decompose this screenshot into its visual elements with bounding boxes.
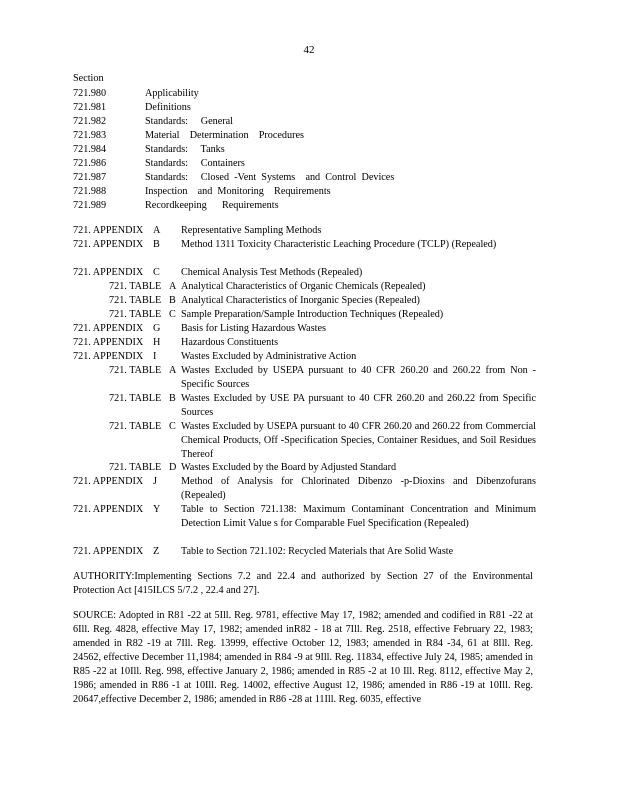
entry-letter: C xyxy=(153,267,160,278)
entry-prefix: 721. TABLE xyxy=(109,365,162,376)
entry-letter: Y xyxy=(153,504,161,515)
entry-title: Wastes Excluded by USEPA pursuant to 40 CFR 260.20 and 260.22 from Commercial Chemical Products, Off -Specification Species, Container Residues, and Soil Residues Thereof xyxy=(181,421,536,460)
appendix-row xyxy=(0,503,618,529)
entry-title: Representative Sampling Methods xyxy=(181,225,322,236)
entry-letter: B xyxy=(153,239,160,250)
appendix-row xyxy=(0,350,618,364)
section-title: Standards: Containers xyxy=(145,158,245,169)
section-row xyxy=(0,185,618,199)
section-title: Material Determination Procedures xyxy=(145,130,304,141)
appendix-row xyxy=(0,322,618,336)
section-row xyxy=(0,171,618,185)
entry-title: Method 1311 Toxicity Characteristic Leaching Procedure (TCLP) (Repealed) xyxy=(181,239,497,250)
appendix-row xyxy=(0,545,618,559)
entry-prefix: 721. TABLE xyxy=(109,421,162,432)
section-number: 721.981 xyxy=(73,102,107,113)
table-row xyxy=(0,364,618,390)
table-row xyxy=(0,461,618,475)
section-row xyxy=(0,129,618,143)
section-number: 721.989 xyxy=(73,200,107,211)
section-title: Standards: Closed -Vent Systems and Control Devices xyxy=(145,172,395,183)
entry-prefix: 721. APPENDIX xyxy=(73,504,144,515)
section-title: Standards: Tanks xyxy=(145,144,225,155)
section-row xyxy=(0,115,618,129)
section-row xyxy=(0,199,618,213)
entry-letter: B xyxy=(169,295,176,306)
entry-prefix: 721. APPENDIX xyxy=(73,225,144,236)
page-number: 42 xyxy=(303,44,315,56)
section-number: 721.982 xyxy=(73,116,107,127)
entry-letter: C xyxy=(169,309,176,320)
section-number: 721.988 xyxy=(73,186,107,197)
appendix-row xyxy=(0,266,618,280)
source-note: SOURCE: Adopted in R81 -22 at 5Ill. Reg. 9781, effective May 17, 1982; amended and codified in R81 -22 at 6Ill. Reg. 4828, effective May 17, 1982; amended inR82 - 18 at 7Ill. Reg. 2518, effective February 22, 1983; amended in R82 -19 at 7Ill. Reg. 13999, effective October 12, 1983; amended in R84 -34, 61 at 8Ill. Reg. 24562, effective December 11,1984; amended in R84 -9 at 9Ill. Reg. 11834, effective July 24, 1985; amended in R85 -22 at 10Ill. Reg. 998, effective January 2, 1986; amended in R85 -2 at 10 Ill. Reg. 8112, effective May 2, 1986; amended in R86 -1 at 10Ill. Reg. 14002, effective August 12, 1986; amended in R86 -19 at 10Ill. Reg. 20647,effective December 2, 1986; amended in R86 -28 at 11Ill. Reg. 6035, effective xyxy=(73,610,533,705)
entry-prefix: 721. APPENDIX xyxy=(73,546,144,557)
entry-prefix: 721. TABLE xyxy=(109,462,162,473)
section-title: Standards: General xyxy=(145,116,233,127)
entry-letter: Z xyxy=(153,546,160,557)
entry-letter: J xyxy=(153,476,157,487)
section-number: 721.983 xyxy=(73,130,107,141)
entry-title: Analytical Characteristics of Inorganic Species (Repealed) xyxy=(181,295,420,306)
entry-prefix: 721. APPENDIX xyxy=(73,239,144,250)
entry-letter: A xyxy=(169,365,177,376)
entry-prefix: 721. APPENDIX xyxy=(73,337,144,348)
appendix-row xyxy=(0,224,618,238)
entry-title: Analytical Characteristics of Organic Chemicals (Repealed) xyxy=(181,281,426,292)
entry-letter: G xyxy=(153,323,161,334)
entry-title: Wastes Excluded by USEPA pursuant to 40 CFR 260.20 and 260.22 from Non -Specific Sources xyxy=(181,365,536,390)
section-row xyxy=(0,87,618,101)
entry-prefix: 721. TABLE xyxy=(109,393,162,404)
entry-prefix: 721. APPENDIX xyxy=(73,476,144,487)
entry-prefix: 721. APPENDIX xyxy=(73,323,144,334)
entry-prefix: 721. TABLE xyxy=(109,309,162,320)
table-row xyxy=(0,392,618,418)
entry-title: Table to Section 721.102: Recycled Materials that Are Solid Waste xyxy=(181,546,454,557)
entry-title: Chemical Analysis Test Methods (Repealed) xyxy=(181,267,363,278)
section-row xyxy=(0,101,618,115)
entry-letter: C xyxy=(169,421,176,432)
table-row xyxy=(0,294,618,308)
entry-title: Hazardous Constituents xyxy=(181,337,279,348)
entry-letter: D xyxy=(169,462,177,473)
appendix-row xyxy=(0,475,618,501)
section-number: 721.980 xyxy=(73,88,107,99)
entry-letter: A xyxy=(169,281,177,292)
entry-letter: I xyxy=(153,351,157,362)
section-row xyxy=(0,157,618,171)
entry-letter: H xyxy=(153,337,161,348)
entry-title: Sample Preparation/Sample Introduction Techniques (Repealed) xyxy=(181,309,444,320)
section-number: 721.986 xyxy=(73,158,107,169)
entry-title: Wastes Excluded by Administrative Action xyxy=(181,351,357,362)
entry-prefix: 721. TABLE xyxy=(109,295,162,306)
entry-title: Wastes Excluded by the Board by Adjusted Standard xyxy=(181,462,397,473)
entry-letter: A xyxy=(153,225,161,236)
section-number: 721.984 xyxy=(73,144,107,155)
entry-prefix: 721. TABLE xyxy=(109,281,162,292)
section-number: 721.987 xyxy=(73,172,107,183)
entry-title: Table to Section 721.138: Maximum Contaminant Concentration and Minimum Detection Limit Value s for Comparable Fuel Specification (Repealed) xyxy=(181,504,536,529)
entry-prefix: 721. APPENDIX xyxy=(73,267,144,278)
entry-prefix: 721. APPENDIX xyxy=(73,351,144,362)
section-row xyxy=(0,143,618,157)
table-row xyxy=(0,308,618,322)
authority-note: AUTHORITY:Implementing Sections 7.2 and 22.4 and authorized by Section 27 of the Environmental Protection Act [415ILCS 5/7.2 , 22.4 and 27]. xyxy=(73,571,533,596)
entry-title: Wastes Excluded by USE PA pursuant to 40 CFR 260.20 and 260.22 from Specific Sources xyxy=(181,393,536,418)
table-row xyxy=(0,280,618,294)
section-title: Definitions xyxy=(145,102,191,113)
table-row xyxy=(0,420,618,460)
appendix-row xyxy=(0,336,618,350)
section-title: Recordkeeping Requirements xyxy=(145,200,279,211)
section-title: Inspection and Monitoring Requirements xyxy=(145,186,331,197)
entry-title: Method of Analysis for Chlorinated Dibenzo -p-Dioxins and Dibenzofurans (Repealed) xyxy=(181,476,536,501)
entry-letter: B xyxy=(169,393,176,404)
section-label: Section xyxy=(73,73,104,84)
appendix-row xyxy=(0,238,618,252)
section-title: Applicability xyxy=(145,88,199,99)
entry-title: Basis for Listing Hazardous Wastes xyxy=(181,323,326,334)
